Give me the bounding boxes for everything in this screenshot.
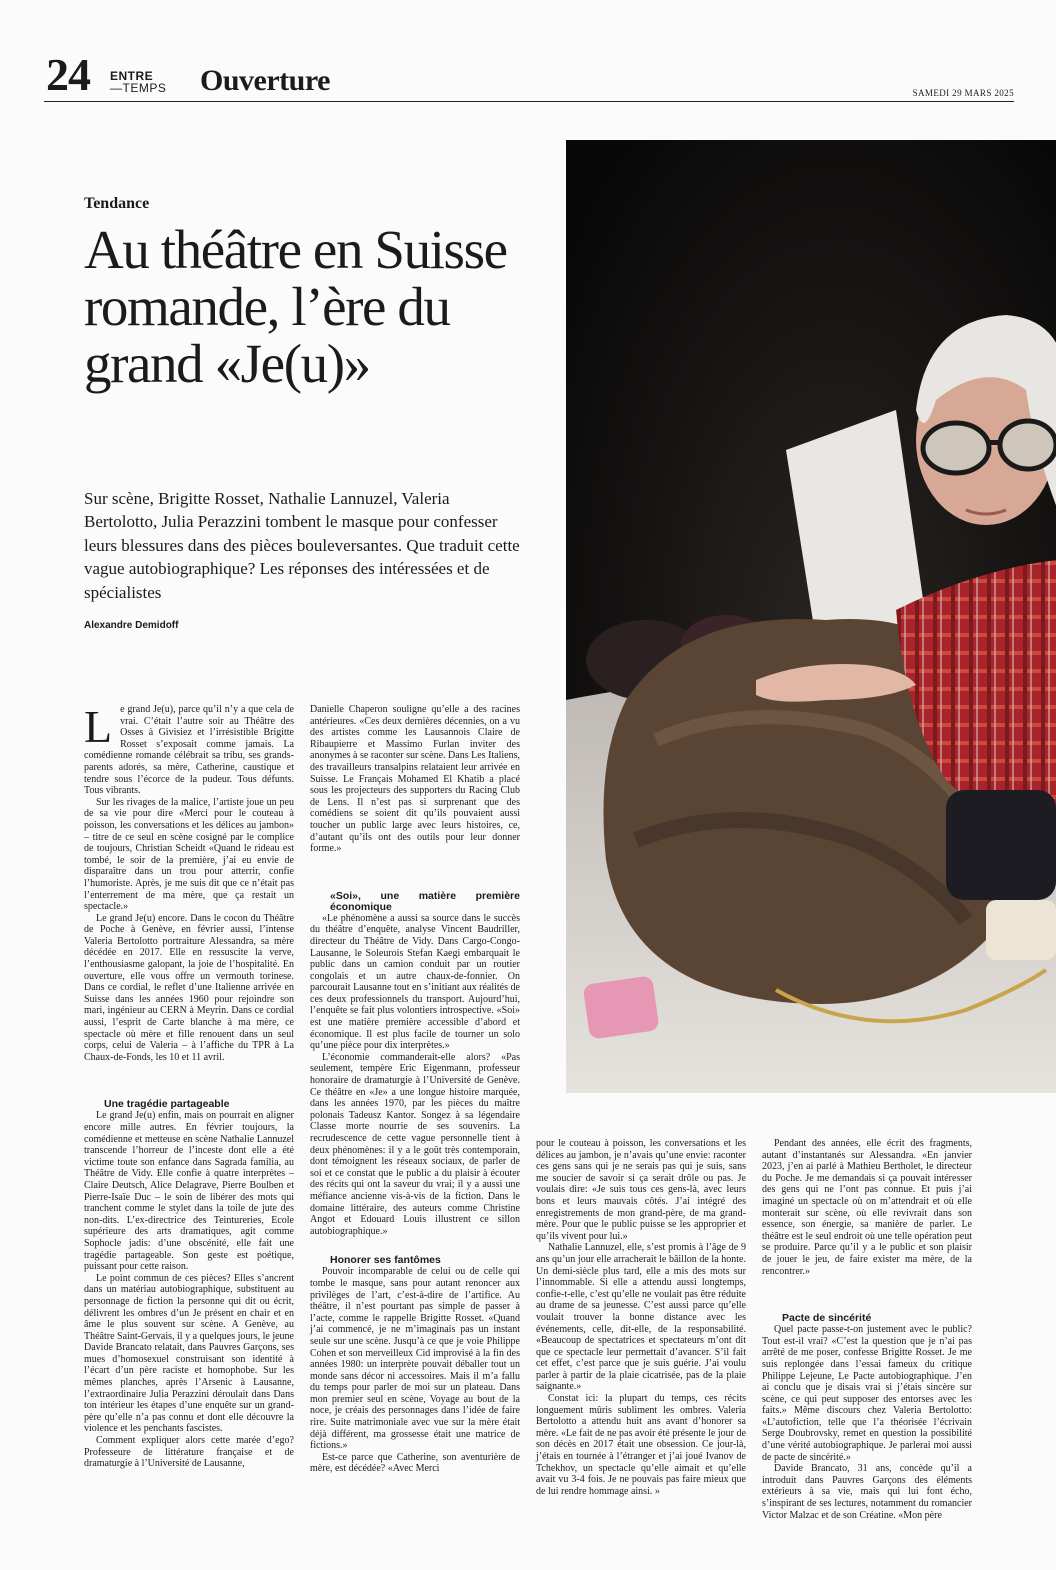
page-number: 24 [46,49,90,100]
paragraph: Davide Brancato, 31 ans, concède qu’il a introduit dans Pauvres Garçons des éléments extérieurs à sa vie, mais qui lui font écho, s’inspirant de ses lectures, notamment du romancier Victor Malzac et de son Créatine. «Mon père [762,1463,972,1521]
drop-cap: L [84,701,113,752]
article-column-3 [536,1138,746,1497]
kicker: Tendance [84,195,150,212]
paragraph: Nathalie Lannuzel, elle, s’est promis à l’âge de 9 ans qu’un jour elle arracherait le bâillon de la honte. Un demi-siècle plus tard, elle a mis des mots sur l’innommable. Si elle a attendu aussi longtemps, confie-t-elle, c’est qu’elle ne voulait pas être réduite au drame de sa jeunesse. C’est aussi parce qu’elle voulait trouver la bonne distance avec les événements, celle, dit-elle, de la responsabilité. «Beaucoup de spectatrices et spectateurs m’ont dit que ce spectacle leur permettait d’avancer. S’il fait cet effet, c’est parce que je suis guérie. J’ai voulu parler à partir de la plaie cicatrisée, pas de la plaie saignante.» [536,1242,746,1393]
paragraph: L’économie commanderait-elle alors? «Pas seulement, tempère Eric Eigenmann, professeur honoraire de dramaturgie à l’Université de Genève. Ce théâtre en «Je» a une longue histoire marquée, dans les années 1970, par les pièces du maître polonais Tadeusz Kantor. Songez à sa légendaire Classe morte nourrie de ses souvenirs. La recrudescence de cette vague personnelle tient à deux phénomènes: il y a le goût très contemporain, dont témoignent les réseaux sociaux, de parler de soi et ce constat que le public a du plaisir à écouter des récits qui ont la saveur du vrai; il y a aussi une méfiance ancienne vis-à-vis de la fiction. Dans le domaine littéraire, des auteurs comme Christine Angot et Edouard Louis illustrent ce sillon autobiographique.» [310,1051,520,1237]
spacer [310,855,520,877]
subheading: «Soi», une matière première économique [330,889,520,913]
paragraph-text: e grand Je(u), parce qu’il n’y a que cela de vrai. C’était l’autre soir au Théâtre des Osses à Givisiez et l’irrésistible Brigitte Rosset s’exposait comme jamais. La comédienne romande célébrait sa tribu, ses grands-parents adorés, sa mère, Catherine, caustique et tendre sous l’écorce de la pudeur. Tous défunts. Tous vibrants. [84,704,294,797]
paragraph: Comment expliquer alors cette marée d’ego? Professeure de littérature française et de dramaturgie à l’Université de Lausanne, [84,1435,294,1470]
photo-pink-object [583,975,660,1039]
paragraph: pour le couteau à poisson, les conversations et les délices au jambon, je n’avais qu’une envie: raconter ces gens sans qui je ne serais pas qui je suis, sans me soucier de savoir si ça serait drôle ou pas. Je voulais dire: «Je suis tous ces gens-là, avec leurs bons et leurs mauvais côtés. J’ai intégré des enregistrements de mon grand-père, de ma grand-mère. Pour que le public puisse se les approprier et qu’ils vivent pour lui.» [536,1138,746,1242]
photo-sunglasses [923,423,989,473]
paragraph: Le grand Je(u) encore. Dans le cocon du Théâtre de Poche à Genève, en février aussi, l’intense Valeria Bertolotto portraiture Alessandra, sa mère décédée en 2017. Elle en ressuscite la verve, l’enthousiasme galopant, la joie de l’hospitalité. En ouverture, elle vous offre un vermouth torinese. Dans ce cordial, le reflet d’une Italienne arrivée en Suisse dans les années 1960 pour rejoindre son mari, ingénieur au CERN à Meyrin. Dans ce cordial aussi, l’esprit de Carte blanche à ma mère, ce spectacle où mère et fille renouent dans un seul corps, celui de Valeria – à l’affiche du TPR à La Chaux-de-Fonds, les 10 et 11 avril. [84,912,294,1063]
paragraph: Le grand Je(u) enfin, mais on pourrait en aligner encore mille autres. En février toujours, la comédienne et metteuse en scène Nathalie Lannuzel transcende l’horreur de l’inceste dont elle a été victime toute son enfance dans Sagrada familia, au Théâtre de Vidy. Elle confie à quatre interprètes – Claire Deutsch, Alice Delagrave, Pierre Boulben et Pierre-Isaïe Duc – le soin de libérer des mots qui tranchent comme le stylet dans la toile de jute des non-dits. L’ex-directrice des Teintureries, Ecole supérieure des arts dramatiques, agit comme Sophocle jadis: d’une obscénité, elle fait une tragédie partageable. Son geste est poétique, puissant pour cette raison. [84,1110,294,1273]
subheading: Une tragédie partageable [104,1098,230,1111]
masthead-rule [44,101,1014,102]
byline: Alexandre Demidoff [84,620,179,631]
spacer [84,1063,294,1085]
paragraph: Pouvoir incomparable de celui ou de celle qui tombe le masque, sans pour autant renoncer aux privilèges de l’art, c’est-à-dire de l’artifice. Au théâtre, il n’est pourtant pas simple de passer à l’acte, comme le rappelle Brigitte Rosset. «Quand j’ai commencé, je ne m’imaginais pas un instant seule sur une scène. Jusqu’à ce que je voie Philippe Cohen et son merveilleux Cid improvisé à la fin des années 1980: un interprète pouvait déballer tout un monde sans décor ni accessoires. Mais il m’a fallu du temps pour parler de moi sur un plateau. Dans mon premier seul en scène, Voyage au bout de la noce, je créais des personnages dans l’idée de faire rire. Suite matrimoniale avec vue sur la mère était déjà différent, ma grossesse était une matrice de fictions.» [310,1266,520,1452]
paragraph: Le point commun de ces pièces? Elles s’ancrent dans un matériau autobiographique, substituent au personnage de fiction la personne qui dit ou écrit, délivrent les ombres d’un Je présent en chair et en âme le plus souvent sur scène. A Genève, au Théâtre Saint-Gervais, il y a quelques jours, le jeune Davide Brancato relatait, dans Pauvres Garçons, ses mues d’homosexuel construisant son identité à l’écart d’un père raciste et homophobe. Sur les mêmes planches, après l’Arsenic à Lausanne, l’extraordinaire Julia Perazzini déroulait dans Dans ton intérieur les étapes d’une enquête sur un grand-père qu’elle n’a pas connu et dont elle découvre la violence et les penchants fascistes. [84,1272,294,1435]
paragraph: Danielle Chaperon souligne qu’elle a des racines antérieures. «Ces deux dernières décennies, on a vu des artistes comme les Lausannois Claire de Ribaupierre et Massimo Furlan inviter des anonymes à se raconter sur scène. Dans Les Italiens, des travailleurs transalpins relataient leur arrivée en Suisse. Le Français Mohamed El Khatib a placé sous les projecteurs des supporters du Racing Club de Lens. Il n’est pas si surprenant que des comédiens se soient dit qu’ils pouvaient aussi toucher un public large avec leurs histoires, ce, d’autant qu’ils ont des outils pour leur donner forme.» [310,704,520,855]
issue-date: SAMEDI 29 MARS 2025 [912,88,1014,98]
article-column-4 [762,1138,972,1521]
paragraph: Pendant des années, elle écrit des fragments, autant d’instantanés sur Alessandra. «En janvier 2023, j’en ai parlé à Mathieu Bertholet, le directeur du Poche. Je me demandais si ça pouvait intéresser des gens qui ne l’ont pas connue. Et puis j’ai imaginé un spectacle où on m’attendrait et où elle monterait sur scène, où elle revivrait dans son essence, son énergie, sa manière de parler. Le théâtre est le seul endroit où une telle opération peut se produire. Parce qu’il y a le public et son plaisir de jouer le jeu, de faire exister ma mère, de la rencontrer.» [762,1138,972,1277]
paragraph: Sur les rivages de la malice, l’artiste joue un peu de sa vie pour dire «Merci pour le couteau à poisson, les conversations et les délices au jambon» – titre de ce seul en scène cosigné par le complice de toujours, Christian Scheidt «Quand le rideau est tombé, le soir de la première, j’ai eu envie de disparaître dans un trou pour atterrir, confie l’humoriste. Après, je me suis dit que ce n’était pas l’enterrement de ma mère, que ça restait un spectacle.» [84,796,294,913]
section-logo-line1: ENTRE [110,69,154,83]
section-logo [110,70,166,94]
masthead [46,49,1014,102]
article-photo [566,140,1056,1093]
photo-illustration [566,140,1056,1093]
section-title: Ouverture [200,64,330,97]
article-column-2 [310,704,520,1475]
headline: Au théâtre en Suisse romande, l’ère du grand «Je(u)» [84,219,507,395]
subheading: Honorer ses fantômes [330,1254,441,1267]
article-column-1 [84,701,294,1470]
paragraph: Est-ce parce que Catherine, son aventurière de mère, est décédée? «Avec Merci [310,1451,520,1475]
subheading: Pacte de sincérité [782,1312,872,1325]
spacer [762,1277,972,1299]
paragraph: Constat ici: la plupart du temps, ces récits longuement mûris subliment les ombres. Valeria Bertolotto a attendu huit ans avant d’honorer sa mère. «Le fait de ne pas avoir été présente le jour de son décès en 2017 était une obsession. Ce jour-là, j’étais en tournée à l’étranger et j’ai joué Ivanov de Tchekhov, un spectacle qu’elle aimait et qu’elle avait vu 3-4 fois. Je ne pouvais pas faire mieux que de lui rendre hommage ainsi. » [536,1393,746,1497]
paragraph: Quel pacte passe-t-on justement avec le public? Tout est-il vrai? «C’est la question que je n’ai pas arrêté de me poser, confesse Brigitte Rosset. Je me suis replongée dans l’essai fameux du critique Philippe Lejeune, Le Pacte autobiographique. J’en ai conclu que je disais vrai si j’étais sincère sur scène, ce qui peut supposer des entorses avec les faits.» Même discours chez Valeria Bertolotto: «L’autofiction, telle que l’a théorisée l’écrivain Serge Doubrovsky, remet en question la possibilité d’une vérité autobiographique. Je parlerai moi aussi de pacte de sincérité.» [762,1324,972,1463]
paragraph: «Le phénomène a aussi sa source dans le succès du théâtre d’enquête, analyse Vincent Baudriller, directeur du Théâtre de Vidy. Dans Cargo-Congo-Lausanne, le Soleurois Stefan Kaegi embarquait le public dans un camion conduit par un routier congolais et un autre chaux-de-fonnier. On parcourait Lausanne tout en s’initiant aux réalités de ces deux professionnels du transport. Aujourd’hui, l’enquête se fait plus volontiers introspective. «Soi» est une matière première accessible d’abord et économique. Il est plus facile de tourner un solo qu’une pièce pour dix interprètes.» [310,912,520,1052]
section-logo-line2: —TEMPS [110,81,167,95]
photo-black-bag [946,790,1056,900]
paragraph [84,701,294,797]
lead-paragraph: Sur scène, Brigitte Rosset, Nathalie Lannuzel, Valeria Bertolotto, Julia Perazzini tombent le masque pour confesser leurs blessures dans des pièces bouleversantes. Que traduit cette vague autobiographique? Les réponses des intéressées et de spécialistes [84,489,520,602]
